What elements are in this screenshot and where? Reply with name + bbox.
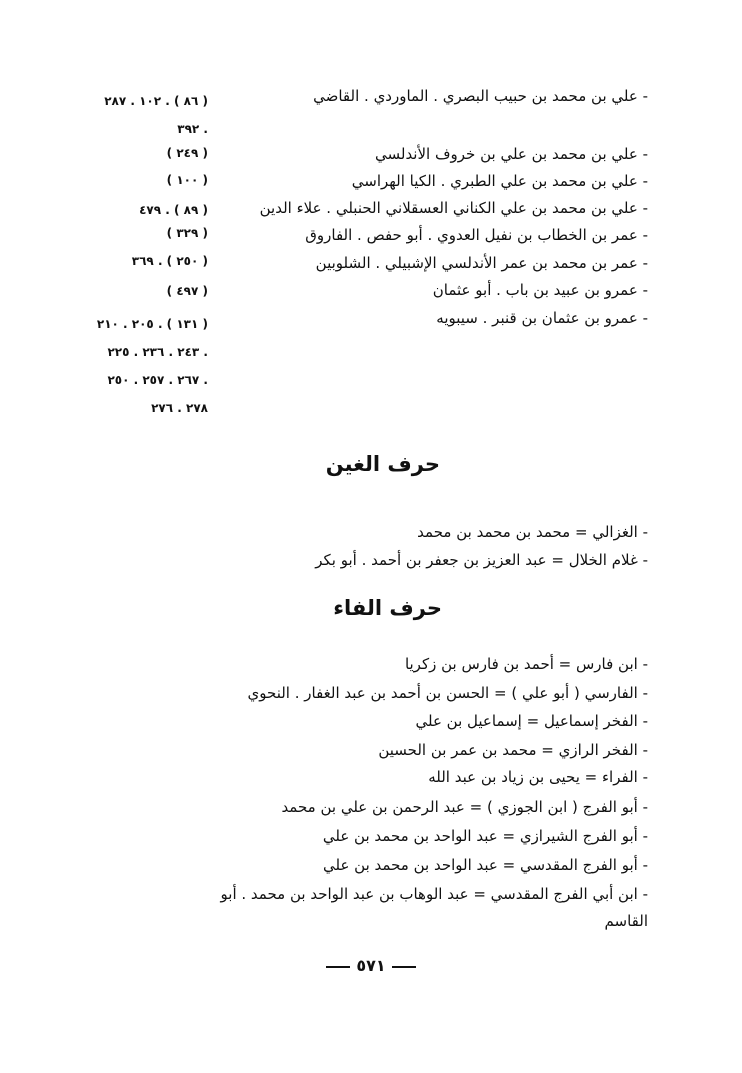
page-refs-continued: ٢٧٨ . ٢٧٦ xyxy=(151,401,208,415)
index-entry: - غلام الخلال = عبد العزيز بن جعفر بن أحمد . أبو بكر xyxy=(315,551,648,569)
page-refs: ( ٢٥٠ ) . ٣٦٩ xyxy=(131,254,208,268)
index-entry: - عمر بن محمد بن عمر الأندلسي الإشبيلي . الشلوبين xyxy=(315,254,648,272)
index-entry: - الفخر إسماعيل = إسماعيل بن علي xyxy=(415,712,648,730)
index-entry: - أبو الفرج الشيرازي = عبد الواحد بن محمد بن علي xyxy=(322,827,648,845)
index-entry-continuation: القاسم xyxy=(604,912,648,930)
index-entry: - الفراء = يحيى بن زياد بن عبد الله xyxy=(428,768,648,786)
page-refs: ( ١٣١ ) . ٢٠٥ . ٢١٠ xyxy=(96,317,208,331)
index-entry: - عمرو بن عثمان بن قنبر . سيبويه xyxy=(436,309,648,327)
page-refs: ( ٨٦ ) . ١٠٢ . ٢٨٧ xyxy=(104,94,208,108)
page-refs-continued: . ٢٤٣ . ٢٣٦ . ٢٢٥ xyxy=(107,345,208,359)
index-entry: - ابن فارس = أحمد بن فارس بن زكريا xyxy=(404,655,648,673)
page-refs: ( ٨٩ ) . ٤٧٩ xyxy=(139,203,208,217)
index-entry: - عمر بن الخطاب بن نفيل العدوي . أبو حفص . الفاروق xyxy=(305,226,648,244)
section-heading-ghayn: حرف الغين xyxy=(325,452,440,476)
index-entry: - أبو الفرج ( ابن الجوزي ) = عبد الرحمن بن علي بن محمد xyxy=(281,798,648,816)
index-entry: - علي بن محمد بن علي الكناني العسقلاني الحنبلي . علاء الدين xyxy=(259,199,648,217)
index-entry: - ابن أبي الفرج المقدسي = عبد الوهاب بن عبد الواحد بن محمد . أبو xyxy=(220,885,648,903)
index-entry: - علي بن محمد بن حبيب البصري . الماوردي . القاضي xyxy=(313,87,648,105)
section-heading-fa: حرف الفاء xyxy=(333,596,442,620)
folio-dash xyxy=(392,966,416,968)
page-refs: ( ٢٤٩ ) xyxy=(166,146,208,160)
index-entry: - علي بن محمد بن علي الطبري . الكيا الهراسي xyxy=(351,172,648,190)
page-number xyxy=(0,956,742,975)
index-entry: - الفخر الرازي = محمد بن عمر بن الحسين xyxy=(378,741,648,759)
index-entry: - أبو الفرج المقدسي = عبد الواحد بن محمد بن علي xyxy=(323,856,648,874)
page-refs-continued: . ٢٦٧ . ٢٥٧ . ٢٥٠ xyxy=(107,373,208,387)
index-entry: - الغزالي = محمد بن محمد بن محمد xyxy=(417,523,648,541)
page-refs: ( ١٠٠ ) xyxy=(166,173,208,187)
page-number-text: ٥٧١ xyxy=(356,956,386,975)
folio-dash xyxy=(326,966,350,968)
page-refs: ( ٤٩٧ ) xyxy=(166,284,208,298)
index-entry: - الفارسي ( أبو علي ) = الحسن بن أحمد بن عبد الغفار . النحوي xyxy=(247,684,648,702)
index-entry: - عمرو بن عبيد بن باب . أبو عثمان xyxy=(432,281,648,299)
page-refs: ( ٣٢٩ ) xyxy=(166,226,208,240)
index-entry: - علي بن محمد بن علي بن خروف الأندلسي xyxy=(374,145,648,163)
page-refs: . ٣٩٢ xyxy=(177,122,208,136)
